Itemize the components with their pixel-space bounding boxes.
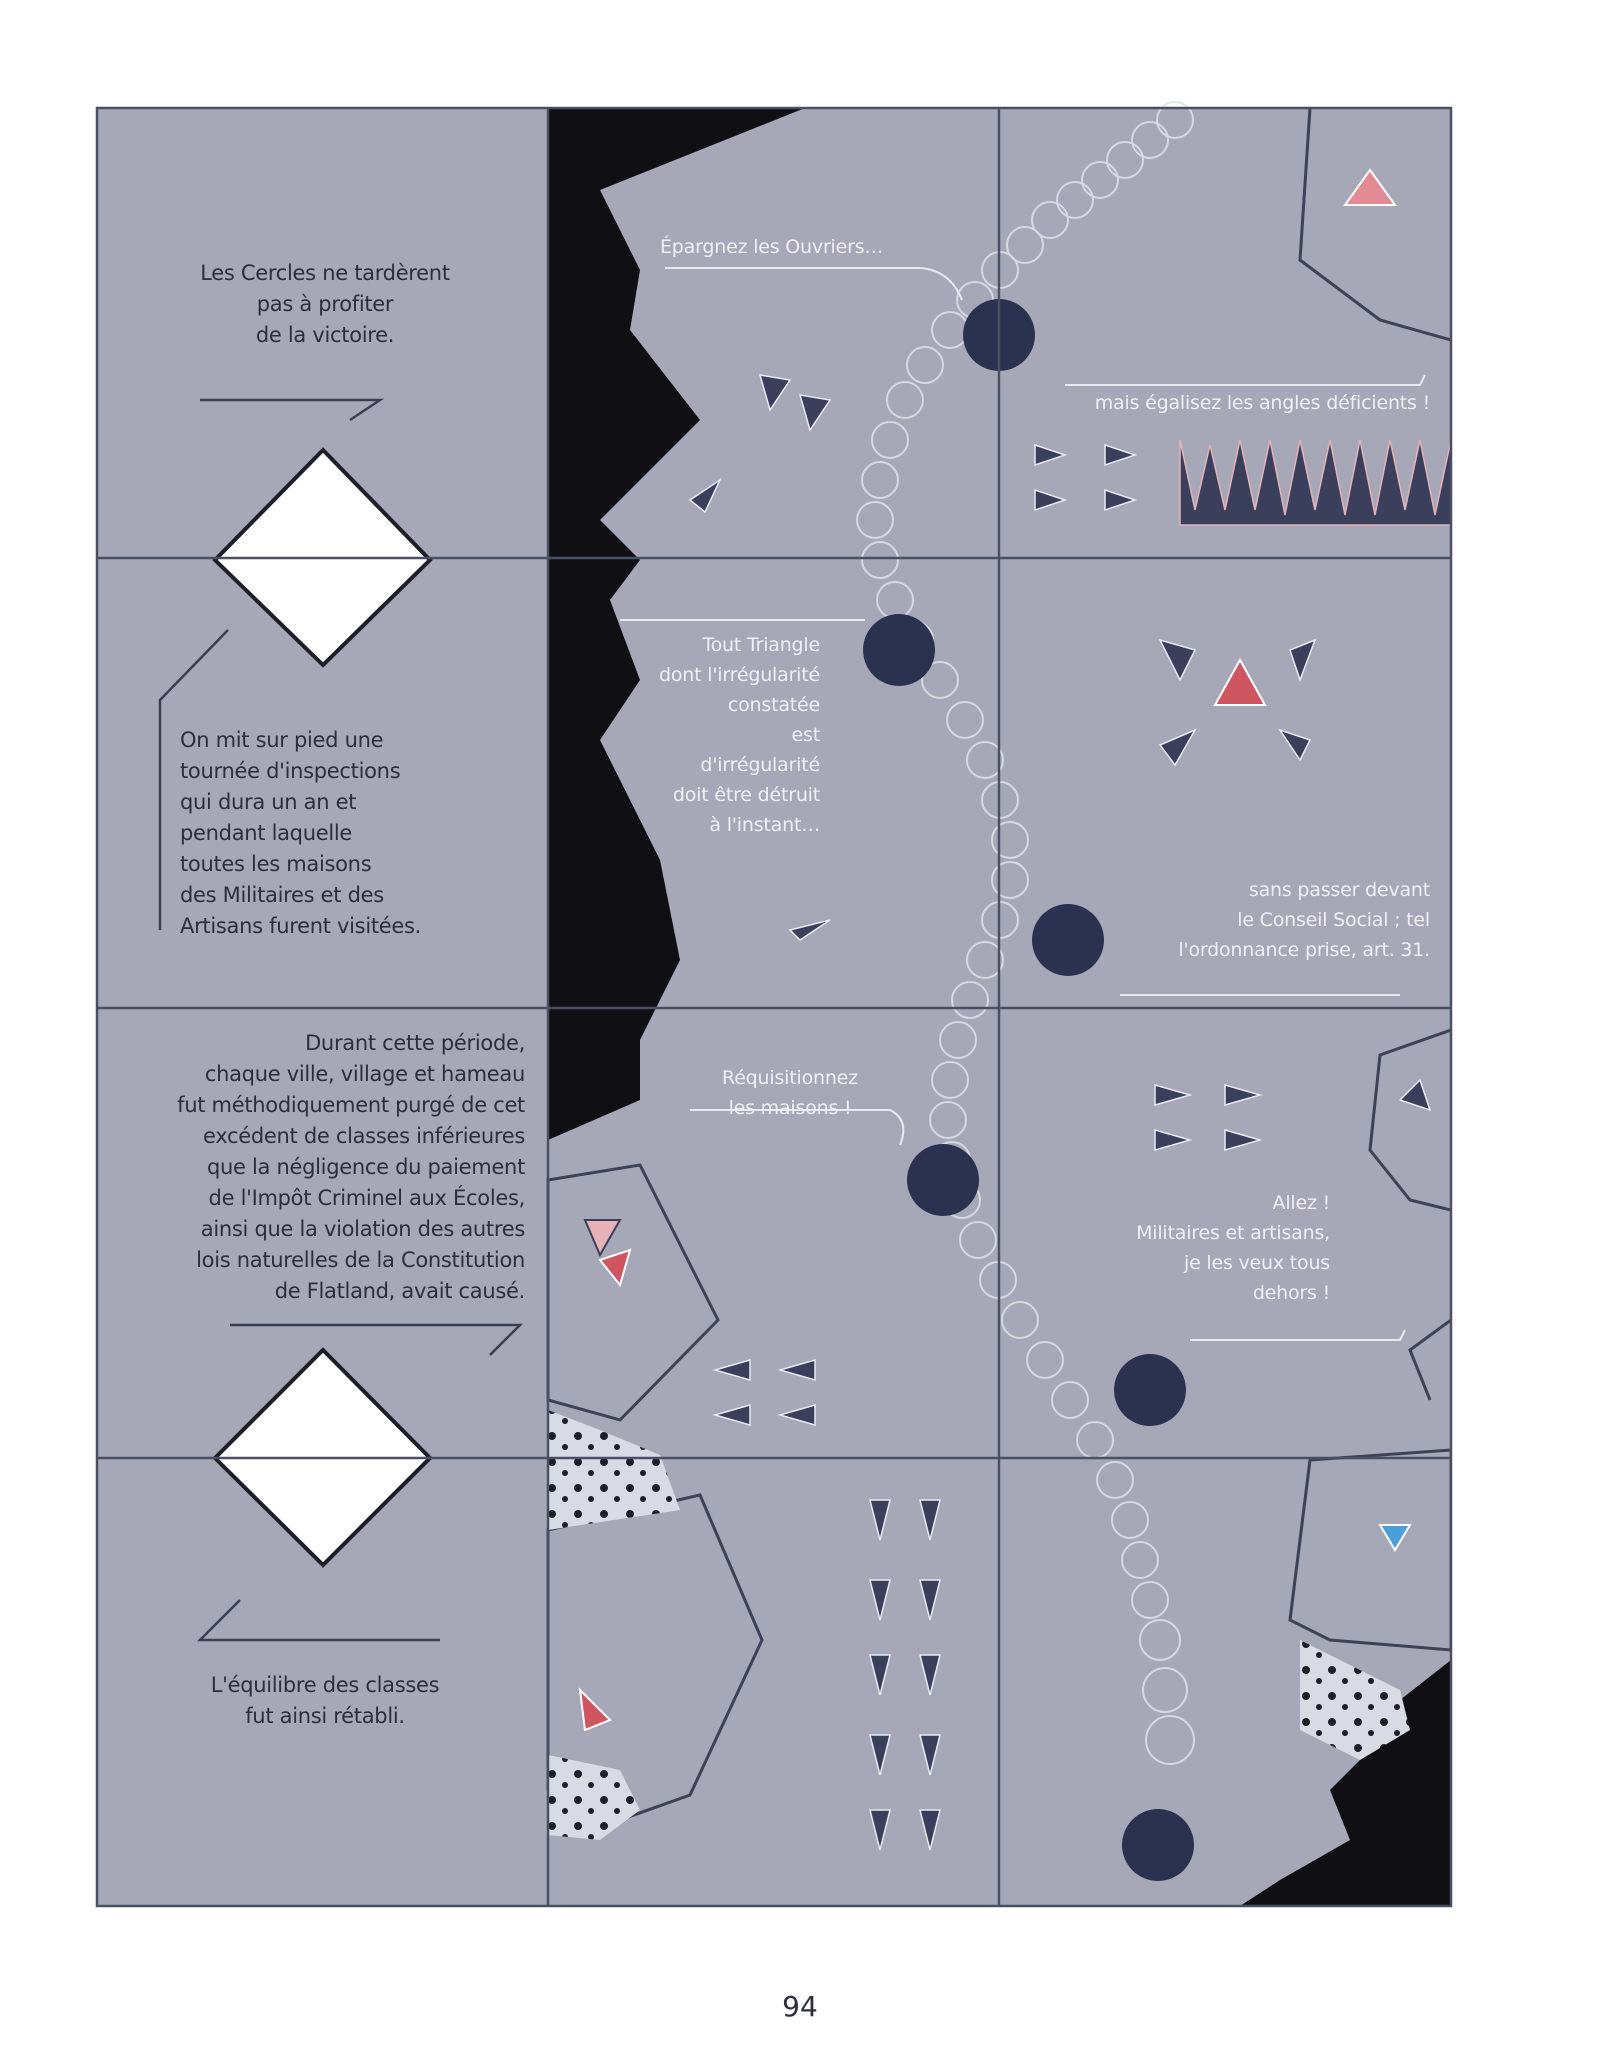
page-number: 94 (782, 1990, 818, 2023)
navy-circle (907, 1144, 979, 1216)
speech-text: Réquisitionnez les maisons ! (722, 1067, 858, 1119)
navy-circle (1114, 1354, 1186, 1426)
narration-caption: L'équilibre des classes fut ainsi rétabli. (210, 1673, 440, 1728)
narration-caption: Les Cercles ne tardèrent pas à profiter de la victoire. (200, 261, 450, 347)
navy-circle (1122, 1809, 1194, 1881)
hexagon-outline (1290, 1450, 1451, 1650)
narration-caption: On mit sur pied une tournée d'inspections qui dura un an et pendant laquelle toutes les maisons des Militaires et des Artisans furent visitées. (180, 728, 422, 938)
speech-text: mais égalisez les angles déficients ! (1094, 392, 1430, 414)
speech-text: sans passer devant le Conseil Social ; tel l'ordonnance prise, art. 31. (1178, 879, 1430, 961)
navy-circle (1032, 904, 1104, 976)
speech-text: Épargnez les Ouvriers… (660, 236, 884, 258)
navy-circle (863, 614, 935, 686)
speech-text: Tout Triangle dont l'irrégularité constatée est d'irrégularité doit être détruit à l'instant… (658, 634, 820, 836)
narration-caption: Durant cette période, chaque ville, village et hameau fut méthodiquement purgé de cet excédent de classes inférieures que la négligence du paiement de l'Impôt Criminel aux Écoles, ainsi que la violation des autres lois naturelles de la Constitution de Flatland, avait causé. (177, 1031, 525, 1303)
speech-text: Allez ! Militaires et artisans, je les veux tous dehors ! (1136, 1192, 1330, 1304)
